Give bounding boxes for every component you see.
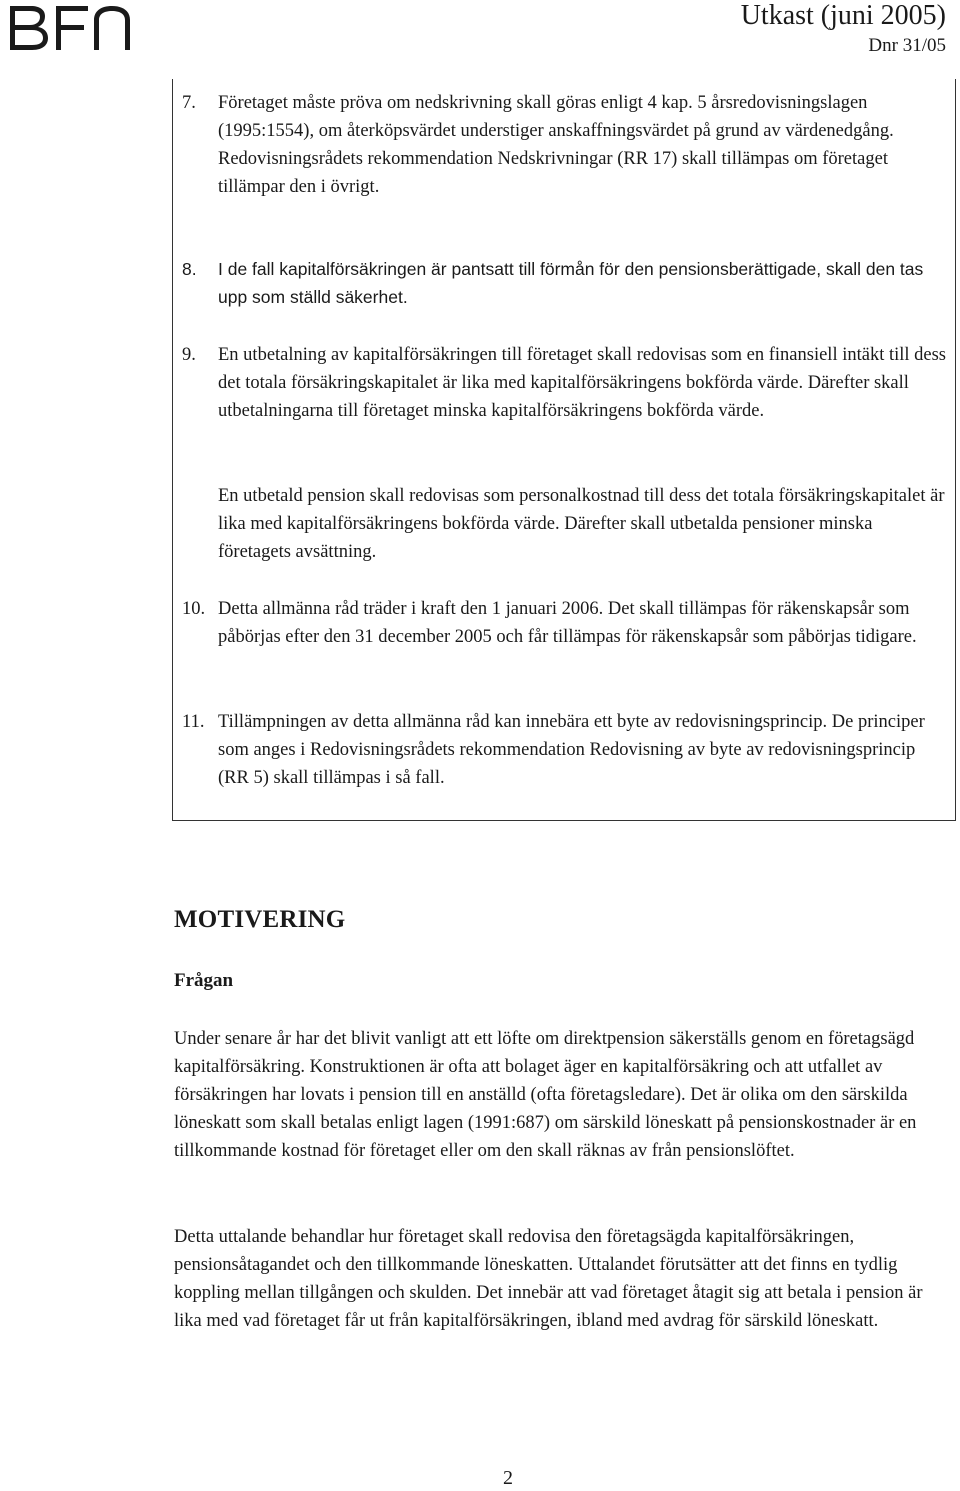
list-item-7 (182, 89, 947, 201)
list-item-8 (182, 255, 947, 312)
page-number: 2 (503, 1467, 513, 1489)
item-text: En utbetald pension skall redovisas som personalkostnad till dess det totala försäkringskapitalet är lika med kapitalförsäkringens bokförda värde. Därefter skall utbetalda pensioner minska företagets avsättning. (218, 486, 945, 562)
item-text: I de fall kapitalförsäkringen är pantsatt till förmån för den pensionsberättigade, skall den tas upp som ställd säkerhet. (218, 259, 924, 308)
item-number: 9. (182, 345, 196, 365)
list-item-10 (182, 595, 947, 651)
item-text: Företaget måste pröva om nedskrivning skall göras enligt 4 kap. 5 årsredovisningslagen (1995:1554), om återköpsvärdet understiger anskaffningsvärdet på grund av värdenedgång. Redovisningsrådets rekommendation Nedskrivningar (RR 17) skall tillämpas om företaget tillämpar den i övrigt. (218, 93, 894, 197)
item-text: Tillämpningen av detta allmänna råd kan innebära ett byte av redovisningsprincip. De principer som anges i Redovisningsrådets rekommendation Redovisning av byte av redovisningsprincip (RR 5) skall tillämpas i så fall. (218, 712, 925, 788)
item-number: 7. (182, 93, 196, 113)
bfn-logo (6, 2, 136, 54)
subheading-fragan: Frågan (174, 970, 234, 991)
paragraph-2: Detta uttalande behandlar hur företaget skall redovisa den företagsägda kapitalförsäkringen, pensionsåtagandet och den tillkommande löneskatten. Uttalandet förutsätter att det finns en tydlig koppling mellan tillgången och skulden. Det innebär att vad företaget åtagit sig att betala i pension är lika med vad företaget får ut från kapitalförsäkringen, ibland med avdrag för särskild löneskatt. (174, 1227, 923, 1331)
list-item-9-continued (182, 482, 947, 566)
item-text: Detta allmänna råd träder i kraft den 1 januari 2006. Det skall tillämpas för räkenskapsår som påbörjas efter den 31 december 2005 och får tillämpas för räkenskapsår som påbörjas tidigare. (218, 599, 917, 647)
item-number: 8. (182, 259, 197, 279)
header-right (741, 0, 946, 58)
item-text: En utbetalning av kapitalförsäkringen till företaget skall redovisas som en finansiell intäkt till dess det totala försäkringskapitalet är lika med kapitalförsäkringens bokförda värde. Därefter skall utbetalningarna till företaget minska kapitalförsäkringens bokförda värde. (218, 345, 947, 421)
list-item-9 (182, 341, 947, 425)
item-number: 11. (182, 712, 205, 732)
list-item-11 (182, 708, 947, 792)
paragraph-1: Under senare år har det blivit vanligt att ett löfte om direktpension säkerställs genom en företagsägd kapitalförsäkring. Konstruktionen är ofta att bolaget äger en kapitalförsäkring och att utfallet av försäkringen har lovats i pension till en anställd (ofta företagsledare). Det är olika om den särskilda löneskatt som skall betalas enligt lagen (1991:687) om särskild löneskatt på pensionskostnader är en tillkommande kostnad för företaget eller om den skall räknas av från pensionslöftet. (174, 1029, 917, 1161)
item-number: 10. (182, 599, 206, 619)
section-heading-motivering: MOTIVERING (174, 906, 346, 933)
document-reference-number: Dnr 31/05 (868, 35, 946, 56)
document-status-title: Utkast (juni 2005) (740, 0, 946, 31)
